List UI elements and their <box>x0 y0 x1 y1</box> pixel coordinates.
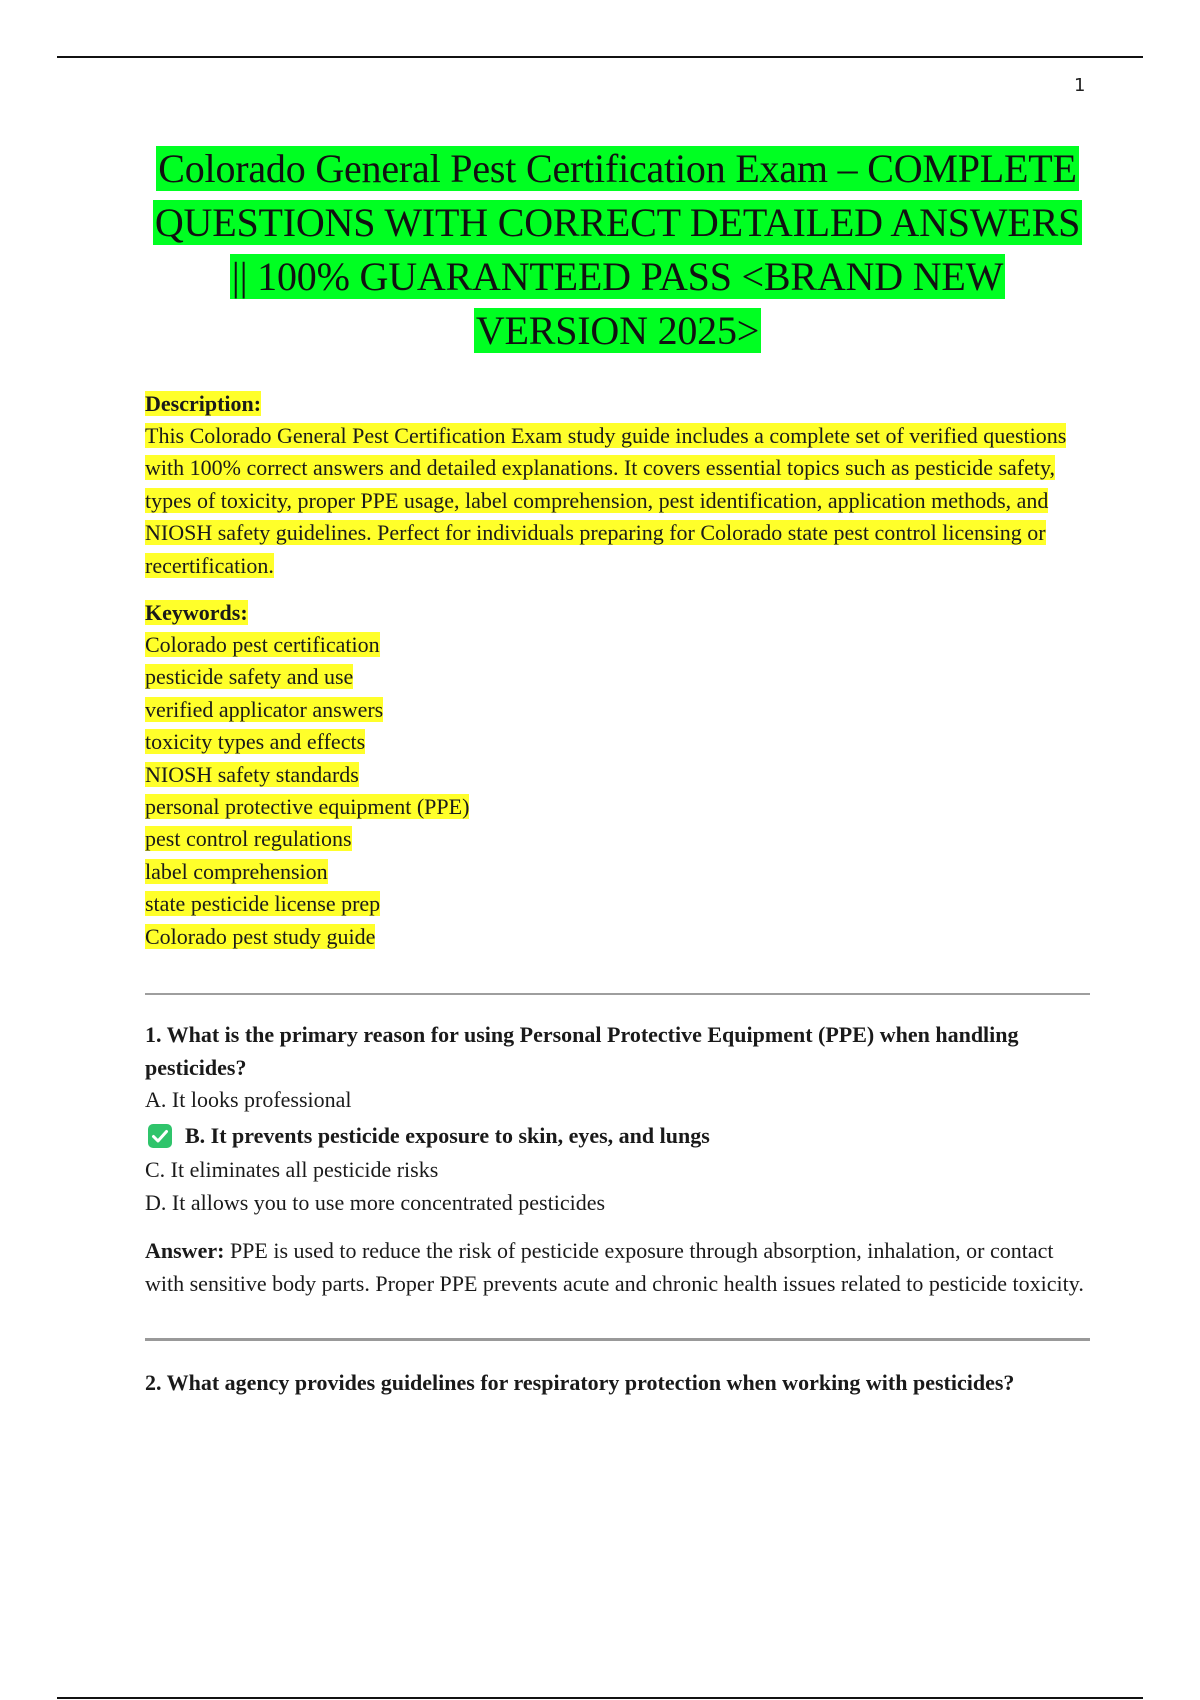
document-body <box>145 142 1090 1399</box>
keyword-item: pest control regulations <box>145 826 352 852</box>
question-1 <box>145 1019 1090 1300</box>
keywords-label: Keywords: <box>145 600 248 626</box>
keyword-item: Colorado pest study guide <box>145 923 376 949</box>
title-text: Colorado General Pest Certification Exam – COMPLETE QUESTIONS WITH CORRECT DETAILED ANSWERS || 100% GUARANTEED PASS <BRAND NEW VERSION 2025> <box>154 146 1081 353</box>
check-box-icon <box>147 1123 173 1149</box>
keyword-item: pesticide safety and use <box>145 664 354 690</box>
keywords-section <box>145 597 1090 953</box>
header-rule <box>57 56 1143 58</box>
footer-rule <box>57 1697 1143 1699</box>
answer-explanation <box>145 1235 1090 1300</box>
description-label: Description: <box>145 391 262 416</box>
section-divider <box>145 1338 1090 1341</box>
option-a: A. It looks professional <box>145 1086 352 1112</box>
description-section <box>145 388 1090 582</box>
answer-label: Answer: <box>145 1238 225 1264</box>
keyword-item: Colorado pest certification <box>145 632 380 658</box>
keywords-list <box>145 629 1090 953</box>
description-text: This Colorado General Pest Certification Exam study guide includes a complete set of verified questions with 100% correct answers and detailed explanations. It covers essential topics such as pesticide safety, types of toxicity, proper PPE usage, label comprehension, pest identification, application methods, and NIOSH safety guidelines. Perfect for individuals preparing for Colorado state pest control licensing or recertification. <box>145 423 1067 578</box>
page-number: 1 <box>1074 75 1086 96</box>
answer-text: PPE is used to reduce the risk of pesticide exposure through absorption, inhalation, or contact with sensitive body parts. Proper PPE prevents acute and chronic health issues related to pesticide toxicity. <box>145 1238 1084 1296</box>
question-text: 1. What is the primary reason for using Personal Protective Equipment (PPE) when handling pesticides? <box>145 1022 1019 1080</box>
keyword-item: state pesticide license prep <box>145 891 381 917</box>
question-2 <box>145 1367 1090 1399</box>
question-text: 2. What agency provides guidelines for respiratory protection when working with pesticides? <box>145 1369 1015 1395</box>
section-divider <box>145 993 1090 995</box>
document-title <box>145 142 1090 358</box>
keyword-item: personal protective equipment (PPE) <box>145 794 470 820</box>
option-c: C. It eliminates all pesticide risks <box>145 1157 439 1183</box>
keyword-item: verified applicator answers <box>145 696 384 722</box>
option-d: D. It allows you to use more concentrated pesticides <box>145 1189 606 1215</box>
option-b-correct <box>145 1118 1090 1154</box>
keyword-item: NIOSH safety standards <box>145 761 359 787</box>
keyword-item: toxicity types and effects <box>145 729 366 755</box>
option-b-label: B. It prevents pesticide exposure to skin, eyes, and lungs <box>185 1123 710 1149</box>
keyword-item: label comprehension <box>145 858 328 884</box>
answer-options <box>145 1084 1090 1219</box>
